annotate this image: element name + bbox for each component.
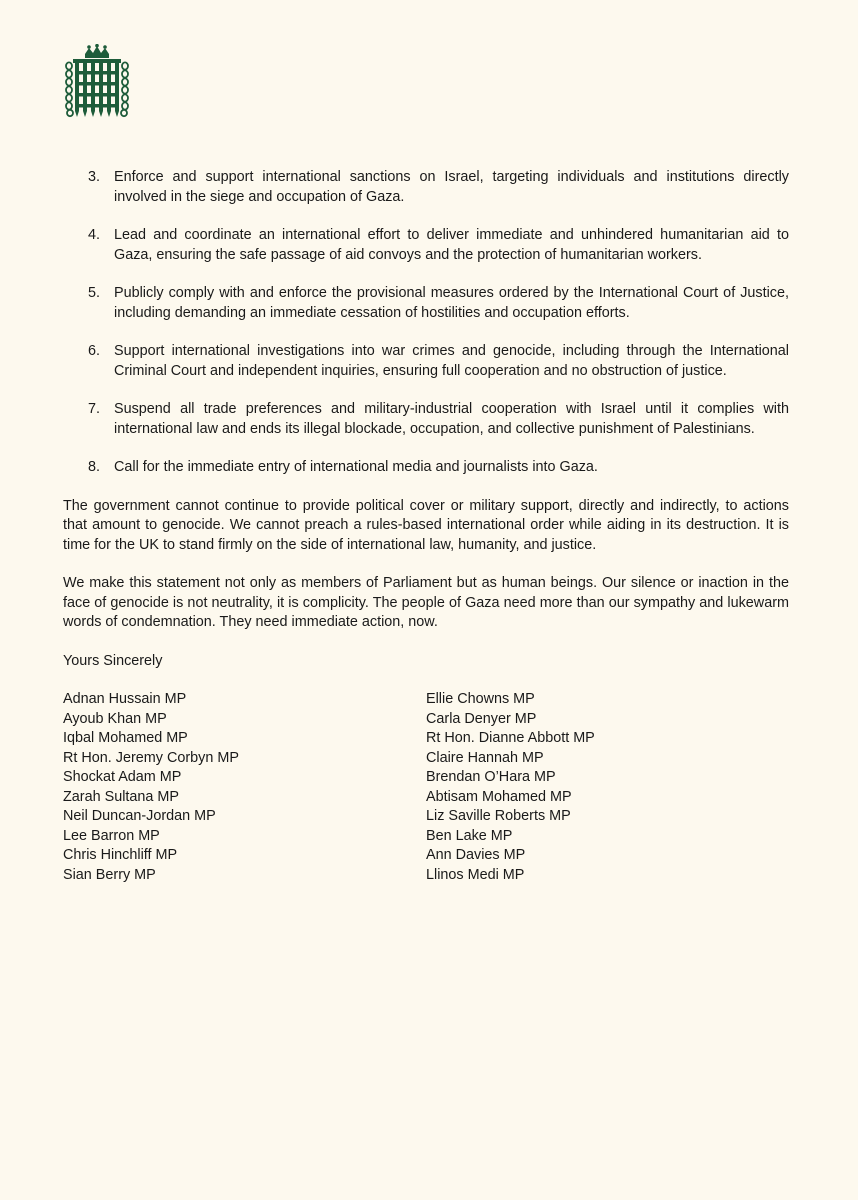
signatory: Shockat Adam MP: [63, 769, 182, 785]
signatory: Liz Saville Roberts MP: [426, 808, 571, 824]
demand-item: [63, 400, 789, 439]
demand-number: 5.: [88, 285, 101, 301]
portcullis-icon: [64, 44, 130, 118]
signatories-right: [426, 690, 789, 885]
signatories-left: [63, 690, 426, 885]
signatory: Ben Lake MP: [426, 827, 513, 844]
signatory: Lee Barron MP: [63, 827, 160, 844]
demand-item: [63, 168, 789, 207]
demand-text: Lead and coordinate an international effort to deliver immediate and unhindered humanitarian aid to Gaza, ensuring the safe passage of aid convoys and the protection of humanitarian workers.: [114, 227, 789, 263]
letter-body: [63, 168, 789, 885]
demand-text: Call for the immediate entry of international media and journalists into Gaza.: [114, 459, 598, 475]
signatory: Rt Hon. Dianne Abbott MP: [426, 730, 595, 746]
demands-list: [63, 168, 789, 478]
demand-item: [63, 458, 789, 478]
demand-number: 4.: [88, 227, 101, 243]
signatory: Abtisam Mohamed MP: [426, 788, 572, 805]
signatory: Ann Davies MP: [426, 847, 526, 863]
signatory: Claire Hannah MP: [426, 749, 544, 766]
demand-number: 6.: [88, 343, 101, 359]
demand-number: 3.: [88, 169, 101, 185]
demand-item: [63, 342, 789, 381]
body-paragraph: The government cannot continue to provide political cover or military support, directly and indirectly, to actions that amount to genocide. We cannot preach a rules-based international order while aiding in its destruction. It is time for the UK to stand firmly on the side of international law, humanity, and justice.: [63, 497, 789, 553]
signatory: Chris Hinchliff MP: [63, 847, 178, 863]
signatory: Carla Denyer MP: [426, 710, 537, 727]
demand-text: Enforce and support international sanctions on Israel, targeting individuals and institutions directly involved in the siege and occupation of Gaza.: [114, 169, 789, 205]
demand-text: Suspend all trade preferences and military-industrial cooperation with Israel until it complies with international law and ends its illegal blockade, occupation, and collective punishment of Palestinians.: [114, 401, 789, 437]
signatory: Ayoub Khan MP: [63, 710, 167, 727]
demand-number: 8.: [88, 459, 101, 475]
signatory: Neil Duncan-Jordan MP: [63, 808, 216, 824]
demand-item: [63, 284, 789, 323]
signatory: Rt Hon. Jeremy Corbyn MP: [63, 749, 239, 766]
body-paragraph: We make this statement not only as members of Parliament but as human beings. Our silence or inaction in the face of genocide is not neutrality, it is complicity. The people of Gaza need more than our sympathy and lukewarm words of condemnation. They need immediate action, now.: [63, 575, 789, 630]
demand-number: 7.: [88, 401, 101, 417]
signatory: Sian Berry MP: [63, 866, 156, 883]
signatory: Ellie Chowns MP: [426, 691, 535, 707]
demand-item: [63, 226, 789, 265]
signatory: Llinos Medi MP: [426, 866, 525, 883]
demand-text: Publicly comply with and enforce the provisional measures ordered by the International Court of Justice, including demanding an immediate cessation of hostilities and occupation efforts.: [114, 285, 789, 321]
signatories: [63, 690, 789, 885]
signatory: Brendan O’Hara MP: [426, 769, 556, 785]
demand-text: Support international investigations into war crimes and genocide, including through the International Criminal Court and independent inquiries, ensuring full cooperation and no obstruction of justice.: [114, 343, 789, 379]
signatory: Zarah Sultana MP: [63, 788, 179, 805]
signatory: Iqbal Mohamed MP: [63, 730, 188, 746]
signoff: Yours Sincerely: [63, 652, 163, 669]
signatory: Adnan Hussain MP: [63, 691, 187, 707]
